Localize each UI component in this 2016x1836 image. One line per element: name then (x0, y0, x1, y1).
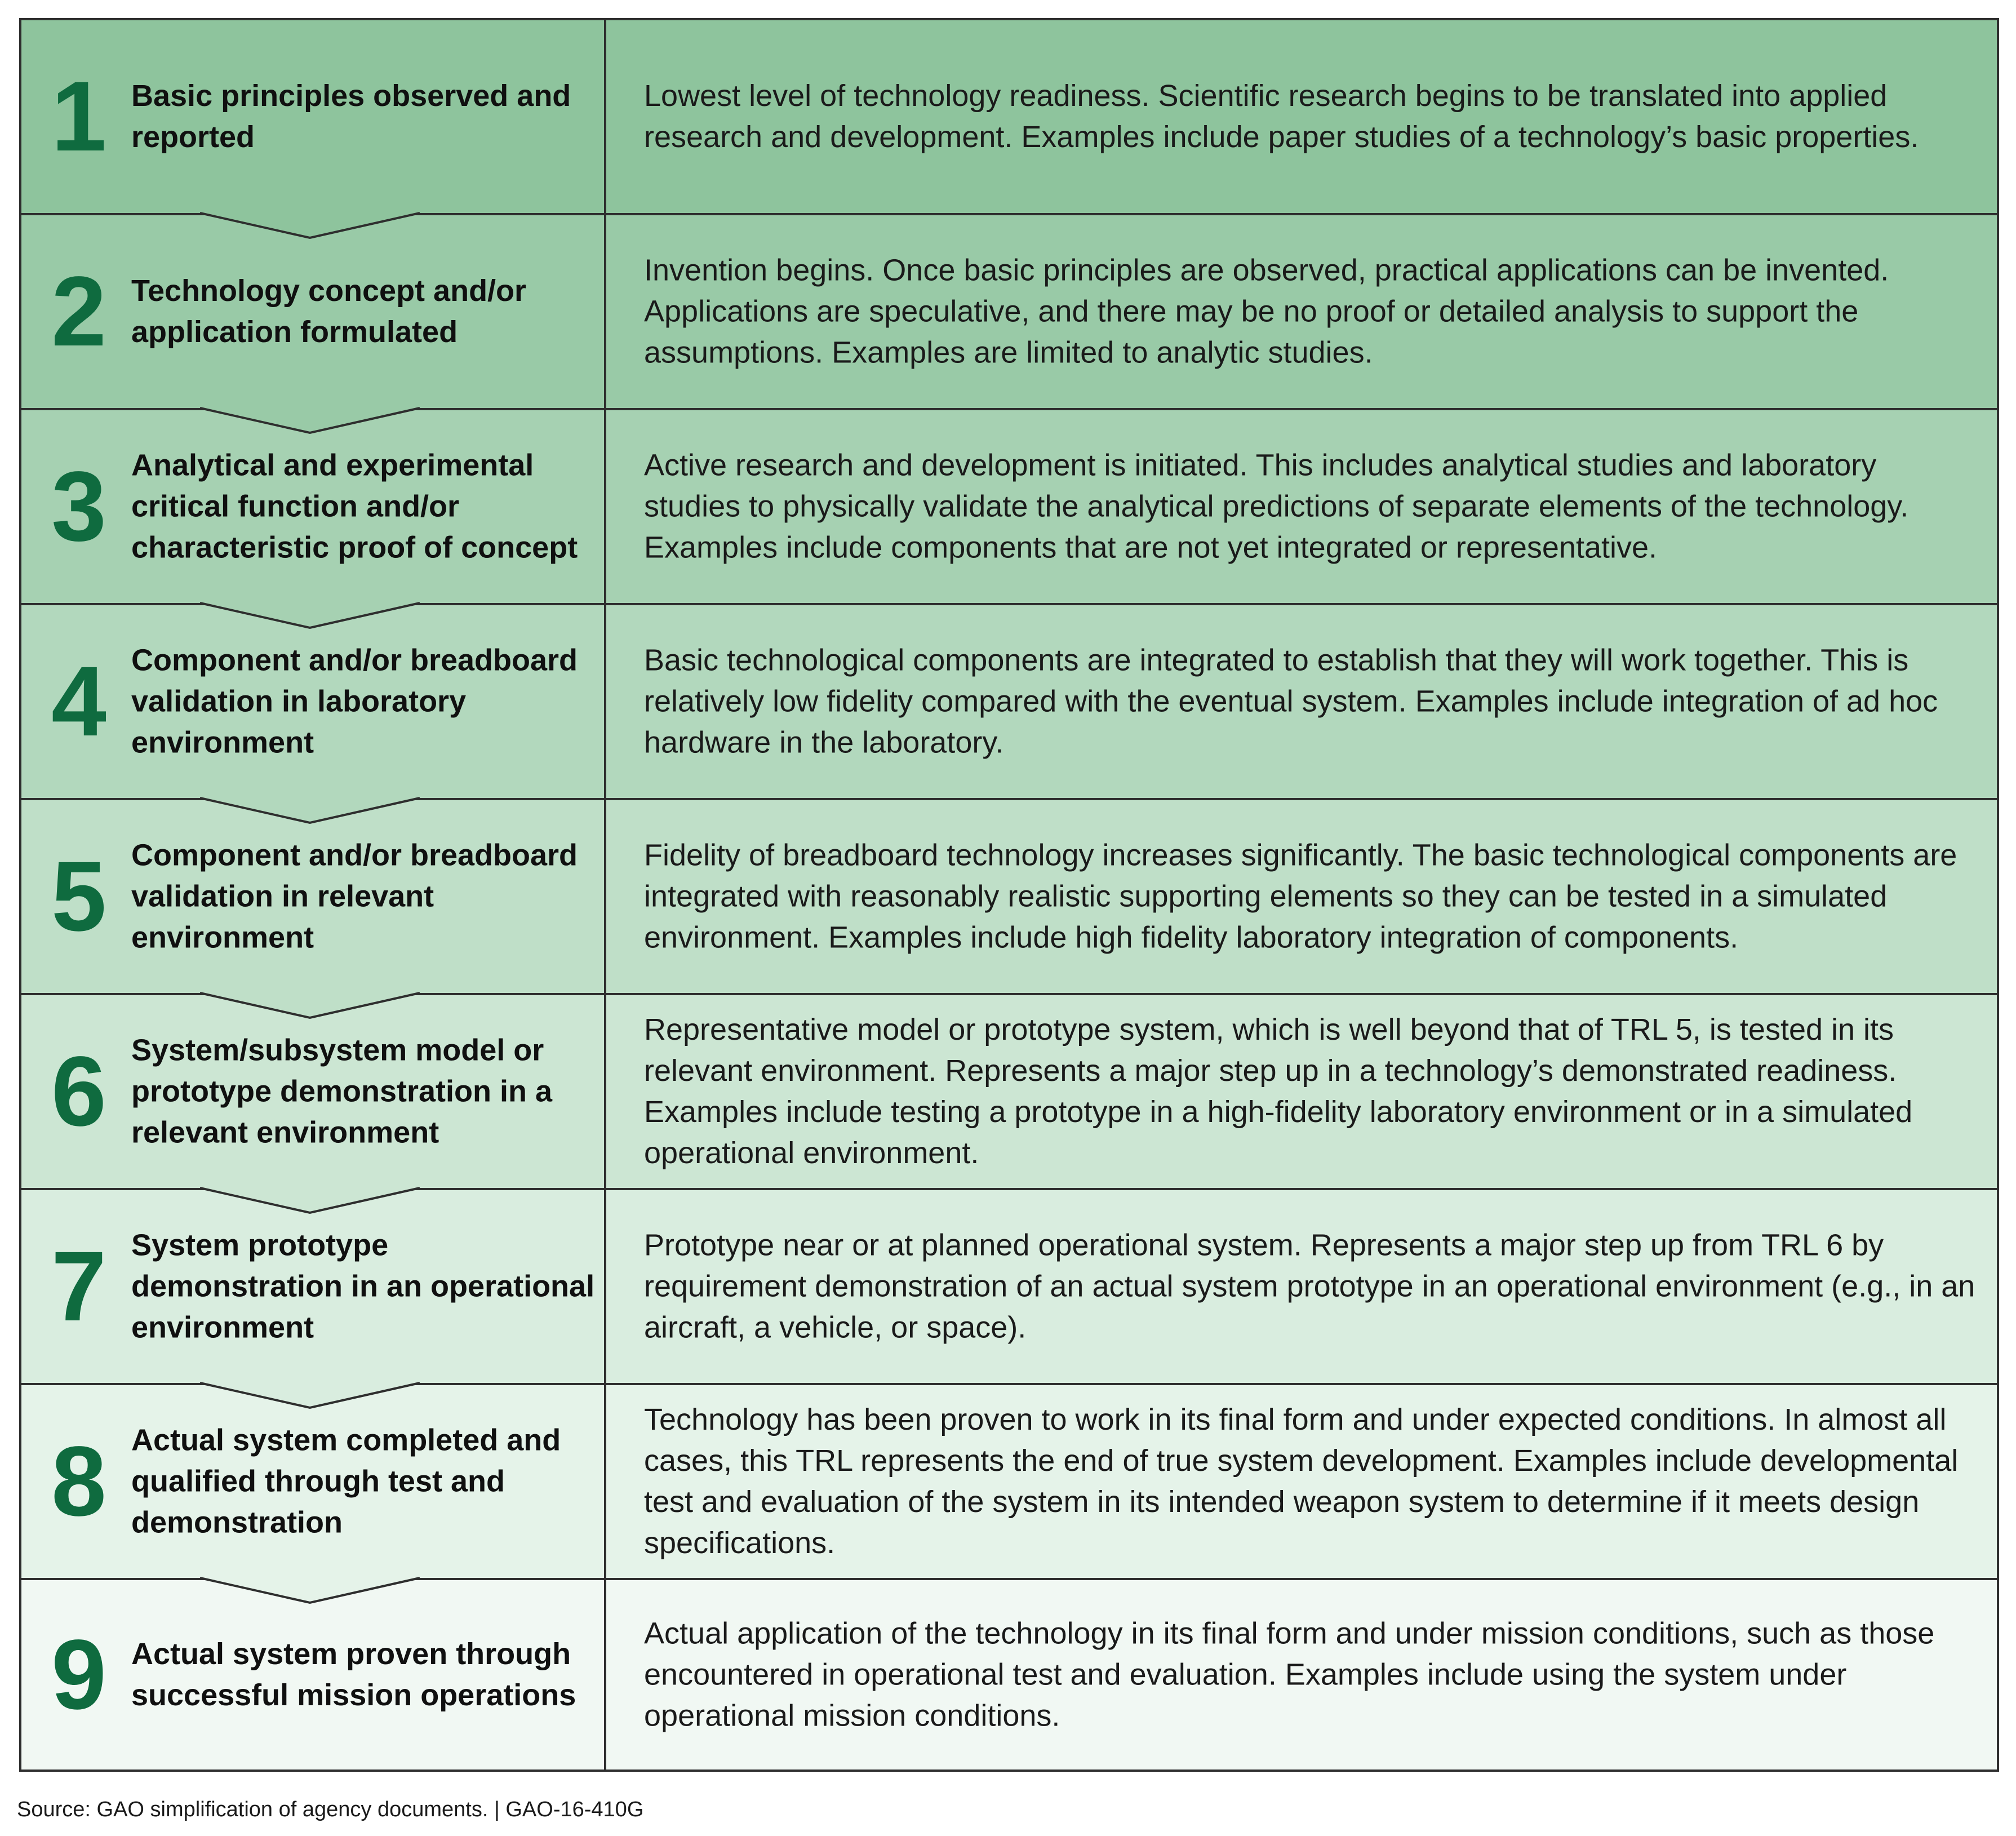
trl-table (19, 18, 1999, 1772)
level-description: Lowest level of technology readiness. Scientific research begins to be translated into applied research and development. Examples include paper studies of a technology’s basic properties. (644, 79, 1919, 154)
column-divider (604, 800, 606, 993)
column-divider (604, 605, 606, 798)
level-description: Actual application of the technology in its final form and under mission conditions, such as those encountered in operational test and evaluation. Examples include using the system under operational mission conditions. (644, 1616, 1935, 1733)
level-title: System prototype demonstration in an operational environment (131, 1228, 595, 1345)
level-number: 5 (51, 841, 106, 952)
column-divider (604, 1385, 606, 1578)
level-number: 3 (51, 451, 106, 562)
trl-row-5 (21, 800, 1997, 995)
column-divider (604, 215, 606, 408)
level-title: Basic principles observed and reported (131, 79, 571, 154)
level-description: Technology has been proven to work in its final form and under expected conditions. In almost all cases, this TRL represents the end of true system development. Examples include developmental test and evaluation of the system in its intended weapon system to determine if it meets design specifications. (644, 1403, 1959, 1560)
level-number: 8 (51, 1426, 106, 1537)
level-description: Representative model or prototype system, which is well beyond that of TRL 5, is tested in its relevant environment. Represents a major step up in a technology’s demonstrated readiness. Examples include testing a prototype in a high-fidelity laboratory environment or in a simulated operational environment. (644, 1013, 1913, 1170)
level-title: Actual system proven through successful mission operations (131, 1637, 576, 1712)
level-number: 1 (51, 61, 106, 172)
column-divider (604, 1580, 606, 1770)
level-number: 4 (51, 646, 106, 757)
column-divider (604, 410, 606, 603)
level-title: Actual system completed and qualified through test and demonstration (131, 1423, 561, 1540)
level-description: Invention begins. Once basic principles are observed, practical applications can be invented. Applications are speculative, and there may be no proof or detailed analysis to support the assumptions. Examples are limited to analytic studies. (644, 253, 1889, 370)
source-note: Source: GAO simplification of agency documents. | GAO-16-410G (17, 1798, 644, 1821)
level-number: 6 (51, 1036, 106, 1147)
trl-row-9 (21, 1580, 1997, 1770)
trl-row-8 (21, 1385, 1997, 1580)
level-number: 2 (51, 256, 106, 367)
level-title: System/subsystem model or prototype demonstration in a relevant environment (131, 1033, 553, 1150)
level-number: 7 (51, 1231, 106, 1342)
level-description: Basic technological components are integrated to establish that they will work together. This is relatively low fidelity compared with the eventual system. Examples include integration of ad hoc hardware in the laboratory. (644, 643, 1938, 760)
trl-row-2 (21, 215, 1997, 410)
trl-row-6 (21, 995, 1997, 1190)
level-description: Prototype near or at planned operational system. Represents a major step up from TRL 6 by requirement demonstration of an actual system prototype in an operational environment (e.g., in an aircraft, a vehicle, or space). (644, 1228, 1975, 1345)
trl-row-7 (21, 1190, 1997, 1385)
level-description: Fidelity of breadboard technology increases significantly. The basic technological components are integrated with reasonably realistic supporting elements so they can be tested in a simulated environment. Examples include high fidelity laboratory integration of components. (644, 838, 1957, 955)
level-title: Analytical and experimental critical function and/or characteristic proof of concept (131, 448, 578, 565)
column-divider (604, 995, 606, 1188)
trl-row-3 (21, 410, 1997, 605)
level-title: Technology concept and/or application formulated (131, 274, 527, 349)
level-title: Component and/or breadboard validation in relevant environment (131, 838, 578, 955)
level-number: 9 (51, 1620, 106, 1730)
column-divider (604, 1190, 606, 1383)
level-description: Active research and development is initiated. This includes analytical studies and laboratory studies to physically validate the analytical predictions of separate elements of the technology. Examples include components that are not yet integrated or representative. (644, 448, 1909, 565)
column-divider (604, 20, 606, 213)
level-title: Component and/or breadboard validation in laboratory environment (131, 643, 578, 760)
trl-row-4 (21, 605, 1997, 800)
trl-row-1 (21, 20, 1997, 215)
